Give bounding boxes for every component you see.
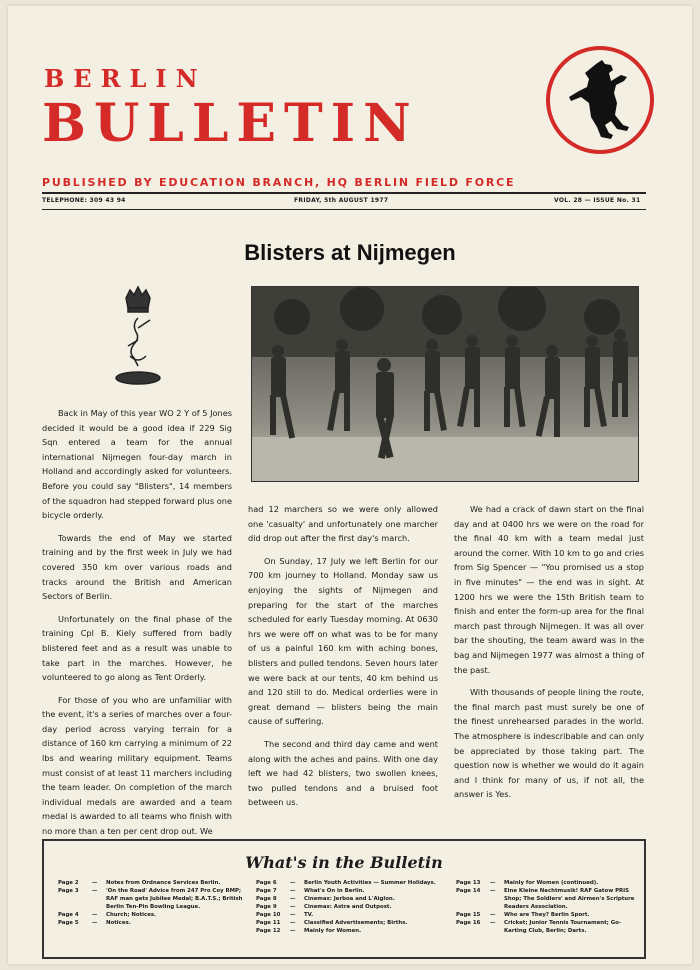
contents-entry: Page 6 — Berlin Youth Activities — Summer Holidays. <box>256 879 446 887</box>
page-ref: Page 10 <box>256 912 281 918</box>
entry-text: Mainly for Women. <box>304 928 362 934</box>
contents-entry: Page 13 — Mainly for Women (continued). <box>456 879 636 887</box>
contents-box <box>42 839 646 959</box>
page-ref: Page 9 <box>256 904 277 910</box>
entry-text: Cricket; Junior Tennis Tournament; Go-Karting Club, Berlin; Darts. <box>504 920 622 934</box>
paragraph: had 12 marchers so we were only allowed one 'casualty' and unfortunately one marcher did drop out after the first day's march. <box>248 504 438 544</box>
page-ref: Page 7 <box>256 888 277 894</box>
article-column-1 <box>42 406 232 847</box>
contents-entry: Page 8 — Cinemas: Jerboa and L'Aiglon. <box>256 895 446 903</box>
page-ref: Page 14 <box>456 888 481 894</box>
entry-text: 'On the Road' Advice from 247 Pro Coy RMP; RAF man gets Jubilee Medal; B.A.T.S.; British Berlin Ten-Pin Bowling League. <box>106 888 243 910</box>
contents-column-1 <box>58 879 248 927</box>
masthead-berlin: BERLIN <box>44 64 207 93</box>
paragraph: On Sunday, 17 July we left Berlin for our 700 km journey to Holland. Monday saw us enjoying the sights of Nijmegen and preparing for the start of the marches scheduled for early Tuesday morning. At 0630 hrs we were off on what was to be for many of us a painful 160 km with aching bones, blisters and pulled tendons. Seven hours later we were back at our tents, 40 km behind us and 120 still to do. Medical orderlies were in great demand — blisters being the main cause of suffering. <box>248 555 438 727</box>
contents-entry: Page 10 — TV. <box>256 911 446 919</box>
newspaper-page <box>8 6 692 964</box>
contents-title: What's in the Bulletin <box>245 853 443 872</box>
article-headline: Blisters at Nijmegen <box>244 240 456 265</box>
contents-column-3 <box>456 879 636 935</box>
contents-entry: Page 14 — Eine Kleine Nachtmusik! RAF Gatow PRIS Shop; The Soldiers' and Airmen's Scripture Readers Association. <box>456 888 635 910</box>
paragraph: Unfortunately on the final phase of the training Cpl B. Kiely suffered from badly blistered feet and as a result was unable to take part in the marches. However, he volunteered to go along as Tent Orderly. <box>42 613 232 683</box>
page-ref: Page 8 <box>256 896 277 902</box>
article-column-3 <box>454 502 644 810</box>
contents-entry: Page 12 — Mainly for Women. <box>256 927 446 935</box>
masthead-bulletin: BULLETIN <box>42 93 419 154</box>
page-ref: Page 2 <box>58 880 79 886</box>
publisher-line: PUBLISHED BY EDUCATION BRANCH, HQ BERLIN FIELD FORCE <box>42 176 516 189</box>
page-ref: Page 15 <box>456 912 481 918</box>
contents-entry: Page 11 — Classified Advertisements; Births. <box>256 919 446 927</box>
contents-entry: Page 9 — Cinemas: Astra and Outpost. <box>256 903 446 911</box>
page-ref: Page 6 <box>256 880 277 886</box>
entry-text: Notes from Ordnance Services Berlin. <box>106 880 221 886</box>
entry-text: Notices. <box>106 920 131 926</box>
entry-text: Berlin Youth Activities — Summer Holidays. <box>304 880 436 886</box>
page-ref: Page 4 <box>58 912 79 918</box>
issue-number: VOL. 28 — ISSUE No. 31 <box>554 197 641 204</box>
page-ref: Page 12 <box>256 928 281 934</box>
paragraph: Back in May of this year WO 2 Y of 5 Jones decided it would be a good idea if 229 Sig Sqn entered a team for the annual international Nijmegen four-day march in Holland and accordingly asked for volunteers. Before you could say "Blisters", 14 members of the squadron had stepped forward plus one bicycle orderly. <box>42 408 232 521</box>
divider <box>42 192 646 194</box>
contents-entry: Page 3 — 'On the Road' Advice from 247 Pro Coy RMP; RAF man gets Jubilee Medal; B.A.T.S.; British Berlin Ten-Pin Bowling League. <box>58 887 248 911</box>
regimental-crest-icon <box>108 284 168 396</box>
paragraph: With thousands of people lining the route, the final march past must surely be one of the finest unrehearsed parades in the world. The atmosphere is indescribable and can only be appreciated by those taking part. The question now is whether we would do it again and I think for many of us, if not all, the answer is Yes. <box>454 687 644 800</box>
page-ref: Page 16 <box>456 920 481 926</box>
page-ref: Page 11 <box>256 920 281 926</box>
divider <box>42 209 646 210</box>
entry-text: What's On in Berlin. <box>304 888 365 894</box>
berlin-bear-icon <box>546 46 654 154</box>
contents-entry: Page 5 — Notices. <box>58 919 248 927</box>
contents-entry: Page 2 — Notes from Ordnance Services Berlin. <box>58 879 248 887</box>
contents-column-2 <box>256 879 446 935</box>
entry-text: Church; Notices. <box>106 912 157 918</box>
contents-entry: Page 4 — Church; Notices. <box>58 911 248 919</box>
entry-text: Who are They? Berlin Sport. <box>504 912 590 918</box>
entry-text: Cinemas: Astra and Outpost. <box>304 904 392 910</box>
marchers-photo <box>251 286 639 482</box>
entry-text: Cinemas: Jerboa and L'Aiglon. <box>304 896 395 902</box>
issue-date: FRIDAY, 5th AUGUST 1977 <box>294 197 389 204</box>
page-ref: Page 3 <box>58 888 79 894</box>
entry-text: Eine Kleine Nachtmusik! RAF Gatow PRIS Shop; The Soldiers' and Airmen's Scripture Readers Association. <box>504 888 635 910</box>
telephone-info: TELEPHONE: 309 43 94 <box>42 197 126 204</box>
page-ref: Page 13 <box>456 880 481 886</box>
contents-entry: Page 15 — Who are They? Berlin Sport. <box>456 911 636 919</box>
paragraph: Towards the end of May we started training and by the first week in July we had covered 350 km over various roads and tracks around the British and American Sectors of Berlin. <box>42 532 232 602</box>
page-ref: Page 5 <box>58 920 79 926</box>
entry-text: Mainly for Women (continued). <box>504 880 599 886</box>
paragraph: The second and third day came and went along with the aches and pains. With one day left we had 42 blisters, two swollen knees, two pulled tendons and a bruised foot between us. <box>248 738 438 808</box>
entry-text: Classified Advertisements; Births. <box>304 920 408 926</box>
paragraph: We had a crack of dawn start on the final day and at 0400 hrs we were on the road for the final 40 km with a team medal just around the corner. With 10 km to go and cries from Sig Spencer — "You promised us a stop in five minutes" — the end was in sight. At 1200 hrs we were the 15th British team to finish and enter the form-up area for the final march past through Nijmegen. It was all over bar the shouting, the team award was in the bag and Nijmegen 1977 was almost a thing of the past. <box>454 504 644 675</box>
article-column-2 <box>248 502 438 818</box>
contents-entry: Page 16 — Cricket; Junior Tennis Tournament; Go-Karting Club, Berlin; Darts. <box>456 919 636 935</box>
paragraph: For those of you who are unfamiliar with the event, it's a series of marches over a four-day period across varying terrain for a distance of 160 km carrying a minimum of 22 lbs and wearing military equipment. Teams must consist of at least 11 marchers including the team leader. On completion of the march individual medals are awarded and a team medal is awarded to all teams who finish with no more than a ten per cent drop out. We <box>42 694 232 837</box>
contents-entry: Page 7 — What's On in Berlin. <box>256 887 446 895</box>
entry-text: TV. <box>304 912 314 918</box>
